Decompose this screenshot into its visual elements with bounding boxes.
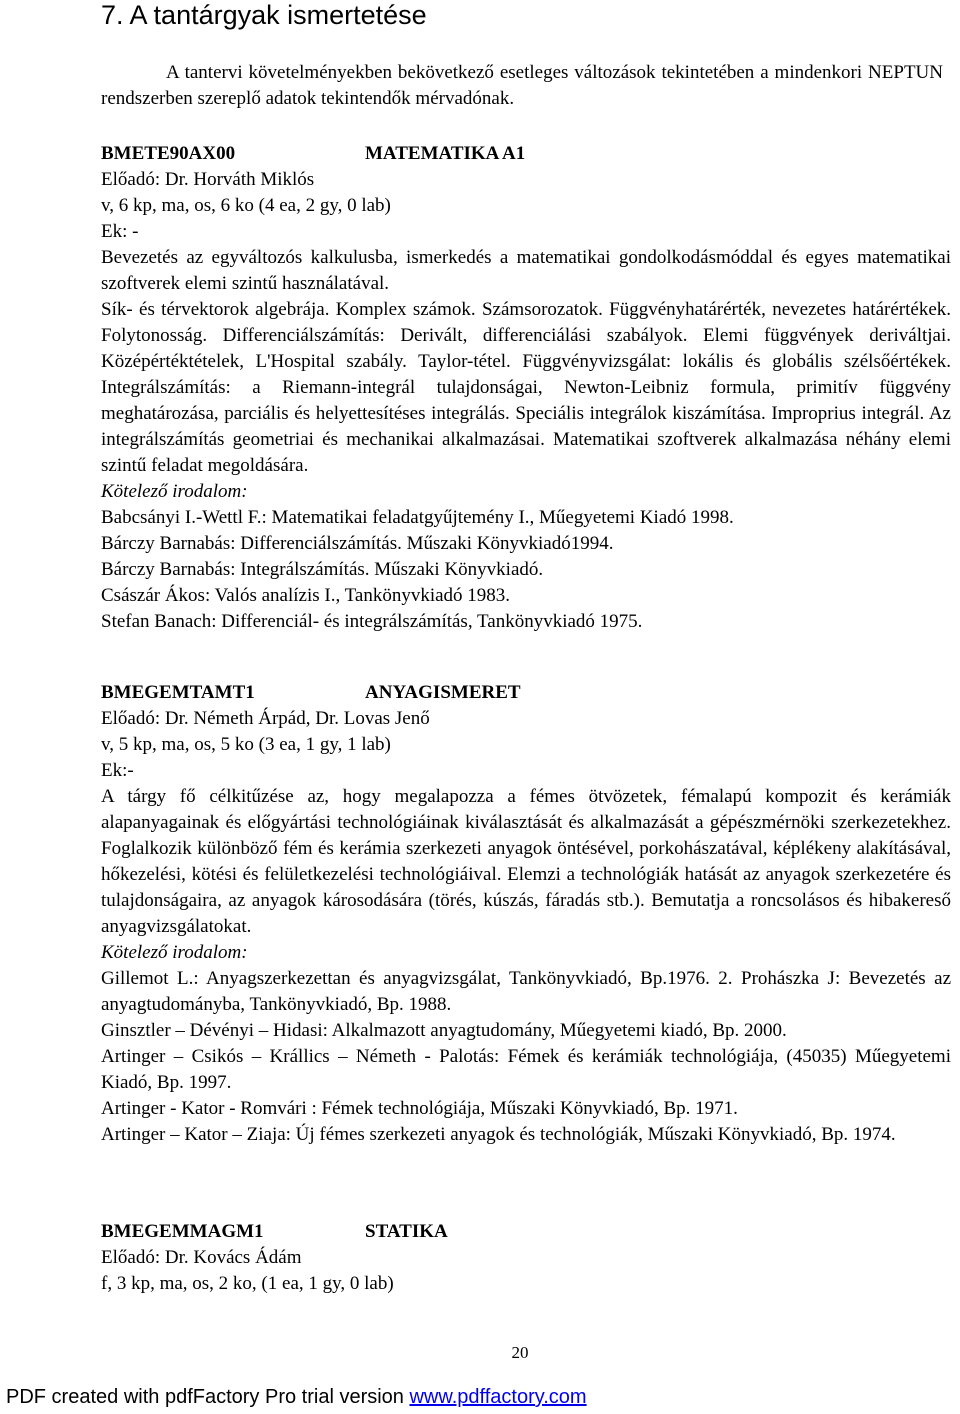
page-number: 20	[511, 1343, 529, 1362]
pdf-banner-link[interactable]: www.pdffactory.com	[409, 1386, 587, 1408]
course-prerequisite: Ek: -	[101, 221, 139, 242]
course-block-statika	[101, 1219, 951, 1297]
course-heading	[101, 141, 951, 167]
course-code: BMETE90AX00	[101, 143, 236, 164]
literature-item: Babcsányi I.-Wettl F.: Matematikai feladatgyűjtemény I., Műegyetemi Kiadó 1998.	[101, 507, 734, 528]
section-title: 7. A tantárgyak ismertetése	[101, 0, 427, 30]
course-title: MATEMATIKA A1	[365, 143, 526, 164]
course-description: Sík- és térvektorok algebrája. Komplex számok. Számsorozatok. Függvényhatárérték, nevezetes határértékek. Folytonosság. Differenciálszámítás: Derivált, differenciálási szabályok. Elemi függvények deriváltjai. Középértéktételek, L'Hospital szabály. Taylor-tétel. Függvényvizsgálat: lokális és globális szélsőértékek. Integrálszámítás: a Riemann-integrál tulajdonságai, Newton-Leibniz formula, primitív függvény meghatározása, parciális és helyettesítéses integrálás. Speciális integrálok kiszámítása. Improprius integrál. Az integrálszámítás geometriai és mechanikai alkalmazásai. Matematikai szoftverek alkalmazása néhány elemi szintű feladat megoldására.	[101, 299, 951, 476]
intro-paragraph: A tantervi követelményekben bekövetkező esetleges változások tekintetében a mindenkori NEPTUN rendszerben szereplő adatok tekintendők mérvadónak.	[101, 62, 943, 109]
literature-item: Artinger – Csikós – Krállics – Németh - Palotás: Fémek és kerámiák technológiája, (45035) Műegyetemi Kiadó, Bp. 1997.	[101, 1046, 951, 1093]
course-description: Bevezetés az egyváltozós kalkulusba, ismerkedés a matematikai gondolkodásmóddal és egyes matematikai szoftverek elemi szintű használatával.	[101, 247, 951, 294]
course-heading	[101, 1219, 951, 1245]
course-lecturer: Előadó: Dr. Németh Árpád, Dr. Lovas Jenő	[101, 708, 430, 729]
course-details: f, 3 kp, ma, os, 2 ko, (1 ea, 1 gy, 0 lab)	[101, 1273, 394, 1294]
course-heading	[101, 680, 951, 706]
course-block-anyagismeret	[101, 680, 951, 1148]
literature-item: Artinger - Kator - Romvári : Fémek technológiája, Műszaki Könyvkiadó, Bp. 1971.	[101, 1098, 738, 1119]
course-details: v, 6 kp, ma, os, 6 ko (4 ea, 2 gy, 0 lab)	[101, 195, 391, 216]
pdf-banner-text: PDF created with pdfFactory Pro trial version	[6, 1386, 410, 1408]
course-title: STATIKA	[365, 1221, 448, 1242]
course-description: A tárgy fő célkitűzése az, hogy megalapozza a fémes ötvözetek, fémalapú kompozit és kerámiák alapanyagainak és előgyártási technológiáinak kiválasztását és alkalmazását a gépészmérnöki szerkezetekhez. Foglalkozik különböző fém és kerámia szerkezeti anyagok öntésével, porkohászatával, képlékeny alakításával, hőkezelési, kötési és felületkezelési technológiáival. Elemzi a technológiák hatását az anyagok szerkezetére és tulajdonságaira, az anyagok károsodására (törés, kúszás, fáradás stb.). Bemutatja a roncsolásos és hibakereső anyagvizsgálatokat.	[101, 786, 951, 937]
literature-heading: Kötelező irodalom:	[101, 942, 248, 963]
literature-heading: Kötelező irodalom:	[101, 481, 248, 502]
course-title: ANYAGISMERET	[365, 682, 521, 703]
literature-item: Bárczy Barnabás: Differenciálszámítás. Műszaki Könyvkiadó1994.	[101, 533, 614, 554]
literature-item: Artinger – Kator – Ziaja: Új fémes szerkezeti anyagok és technológiák, Műszaki Könyvkiadó, Bp. 1974.	[101, 1124, 896, 1145]
course-prerequisite: Ek:-	[101, 760, 134, 781]
course-block-matematika	[101, 141, 951, 635]
literature-item: Császár Ákos: Valós analízis I., Tankönyvkiadó 1983.	[101, 585, 511, 606]
literature-item: Ginsztler – Dévényi – Hidasi: Alkalmazott anyagtudomány, Műegyetemi kiadó, Bp. 2000.	[101, 1020, 787, 1041]
course-lecturer: Előadó: Dr. Horváth Miklós	[101, 169, 315, 190]
literature-item: Stefan Banach: Differenciál- és integrálszámítás, Tankönyvkiadó 1975.	[101, 611, 643, 632]
course-code: BMEGEMMAGM1	[101, 1221, 264, 1242]
literature-item: Gillemot L.: Anyagszerkezettan és anyagvizsgálat, Tankönyvkiadó, Bp.1976. 2. Prohászka J: Bevezetés az anyagtudományba, Tankönyvkiadó, Bp. 1988.	[101, 968, 951, 1015]
course-lecturer: Előadó: Dr. Kovács Ádám	[101, 1247, 302, 1268]
literature-item: Bárczy Barnabás: Integrálszámítás. Műszaki Könyvkiadó.	[101, 559, 544, 580]
course-details: v, 5 kp, ma, os, 5 ko (3 ea, 1 gy, 1 lab)	[101, 734, 391, 755]
pdf-trial-banner	[6, 1386, 587, 1409]
course-code: BMEGEMTAMT1	[101, 682, 255, 703]
